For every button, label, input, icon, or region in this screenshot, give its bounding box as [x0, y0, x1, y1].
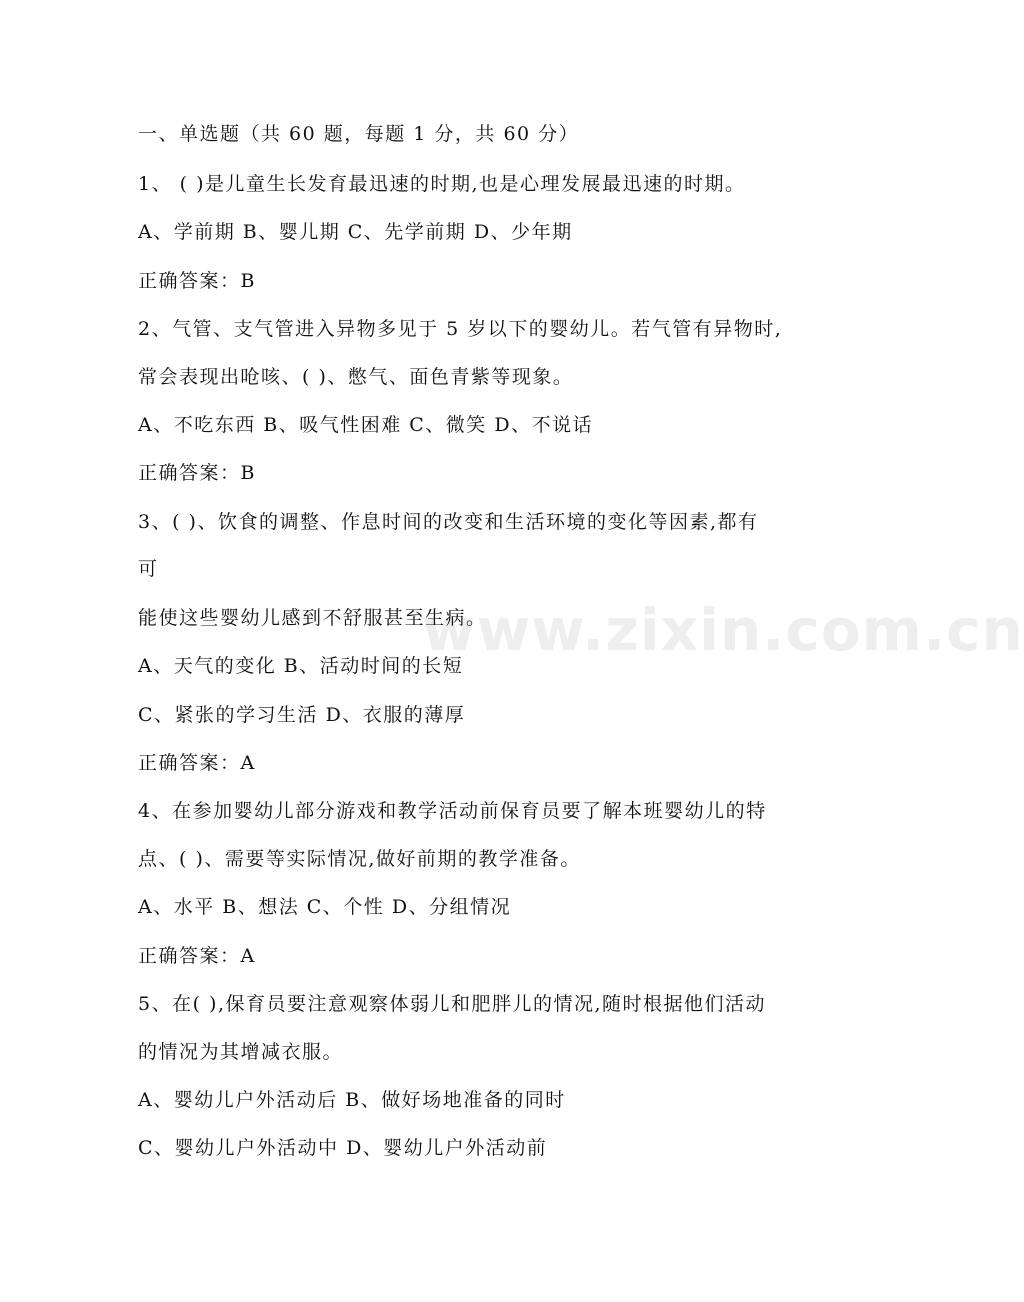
- section-heading: 一、单选题（共 60 题，每题 1 分，共 60 分）: [138, 123, 580, 145]
- question-3-stem-line-2: 可: [138, 558, 159, 580]
- question-1-options: A、学前期 B、婴儿期 C、先学前期 D、少年期: [138, 221, 573, 243]
- question-4-options: A、水平 B、想法 C、个性 D、分组情况: [138, 896, 512, 918]
- question-5-options-line-1: A、婴幼儿户外活动后 B、做好场地准备的同时: [138, 1089, 566, 1111]
- watermark: www.zixin.com.cn: [422, 596, 1024, 664]
- question-3-options-line-1: A、天气的变化 B、活动时间的长短: [138, 655, 464, 677]
- question-3-options-line-2: C、紧张的学习生活 D、衣服的薄厚: [138, 704, 466, 726]
- question-2-stem-line-2: 常会表现出呛咳、( )、憋气、面色青紫等现象。: [138, 366, 574, 388]
- question-2-stem-line-1: 2、气管、支气管进入异物多见于 5 岁以下的婴幼儿。若气管有异物时,: [138, 318, 783, 340]
- question-1-answer: 正确答案：B: [138, 270, 256, 292]
- question-1-stem-line-1: 1、 ( )是儿童生长发育最迅速的时期,也是心理发展最迅速的时期。: [138, 173, 746, 195]
- question-5-options-line-2: C、婴幼儿户外活动中 D、婴幼儿户外活动前: [138, 1137, 548, 1159]
- question-3-stem-line-1: 3、( )、饮食的调整、作息时间的改变和生活环境的变化等因素,都有: [138, 511, 759, 533]
- question-5-stem-line-1: 5、在( ),保育员要注意观察体弱儿和肥胖儿的情况,随时根据他们活动: [138, 993, 767, 1015]
- question-3-stem-line-3: 能使这些婴幼儿感到不舒服甚至生病。: [138, 607, 487, 629]
- question-4-stem-line-1: 4、在参加婴幼儿部分游戏和教学活动前保育员要了解本班婴幼儿的特: [138, 800, 767, 822]
- question-4-answer: 正确答案：A: [138, 945, 256, 967]
- question-3-answer: 正确答案：A: [138, 752, 256, 774]
- question-2-answer: 正确答案：B: [138, 462, 256, 484]
- question-5-stem-line-2: 的情况为其增减衣服。: [138, 1041, 344, 1063]
- question-4-stem-line-2: 点、( )、需要等实际情况,做好前期的教学准备。: [138, 848, 581, 870]
- question-2-options: A、不吃东西 B、吸气性困难 C、微笑 D、不说话: [138, 414, 594, 436]
